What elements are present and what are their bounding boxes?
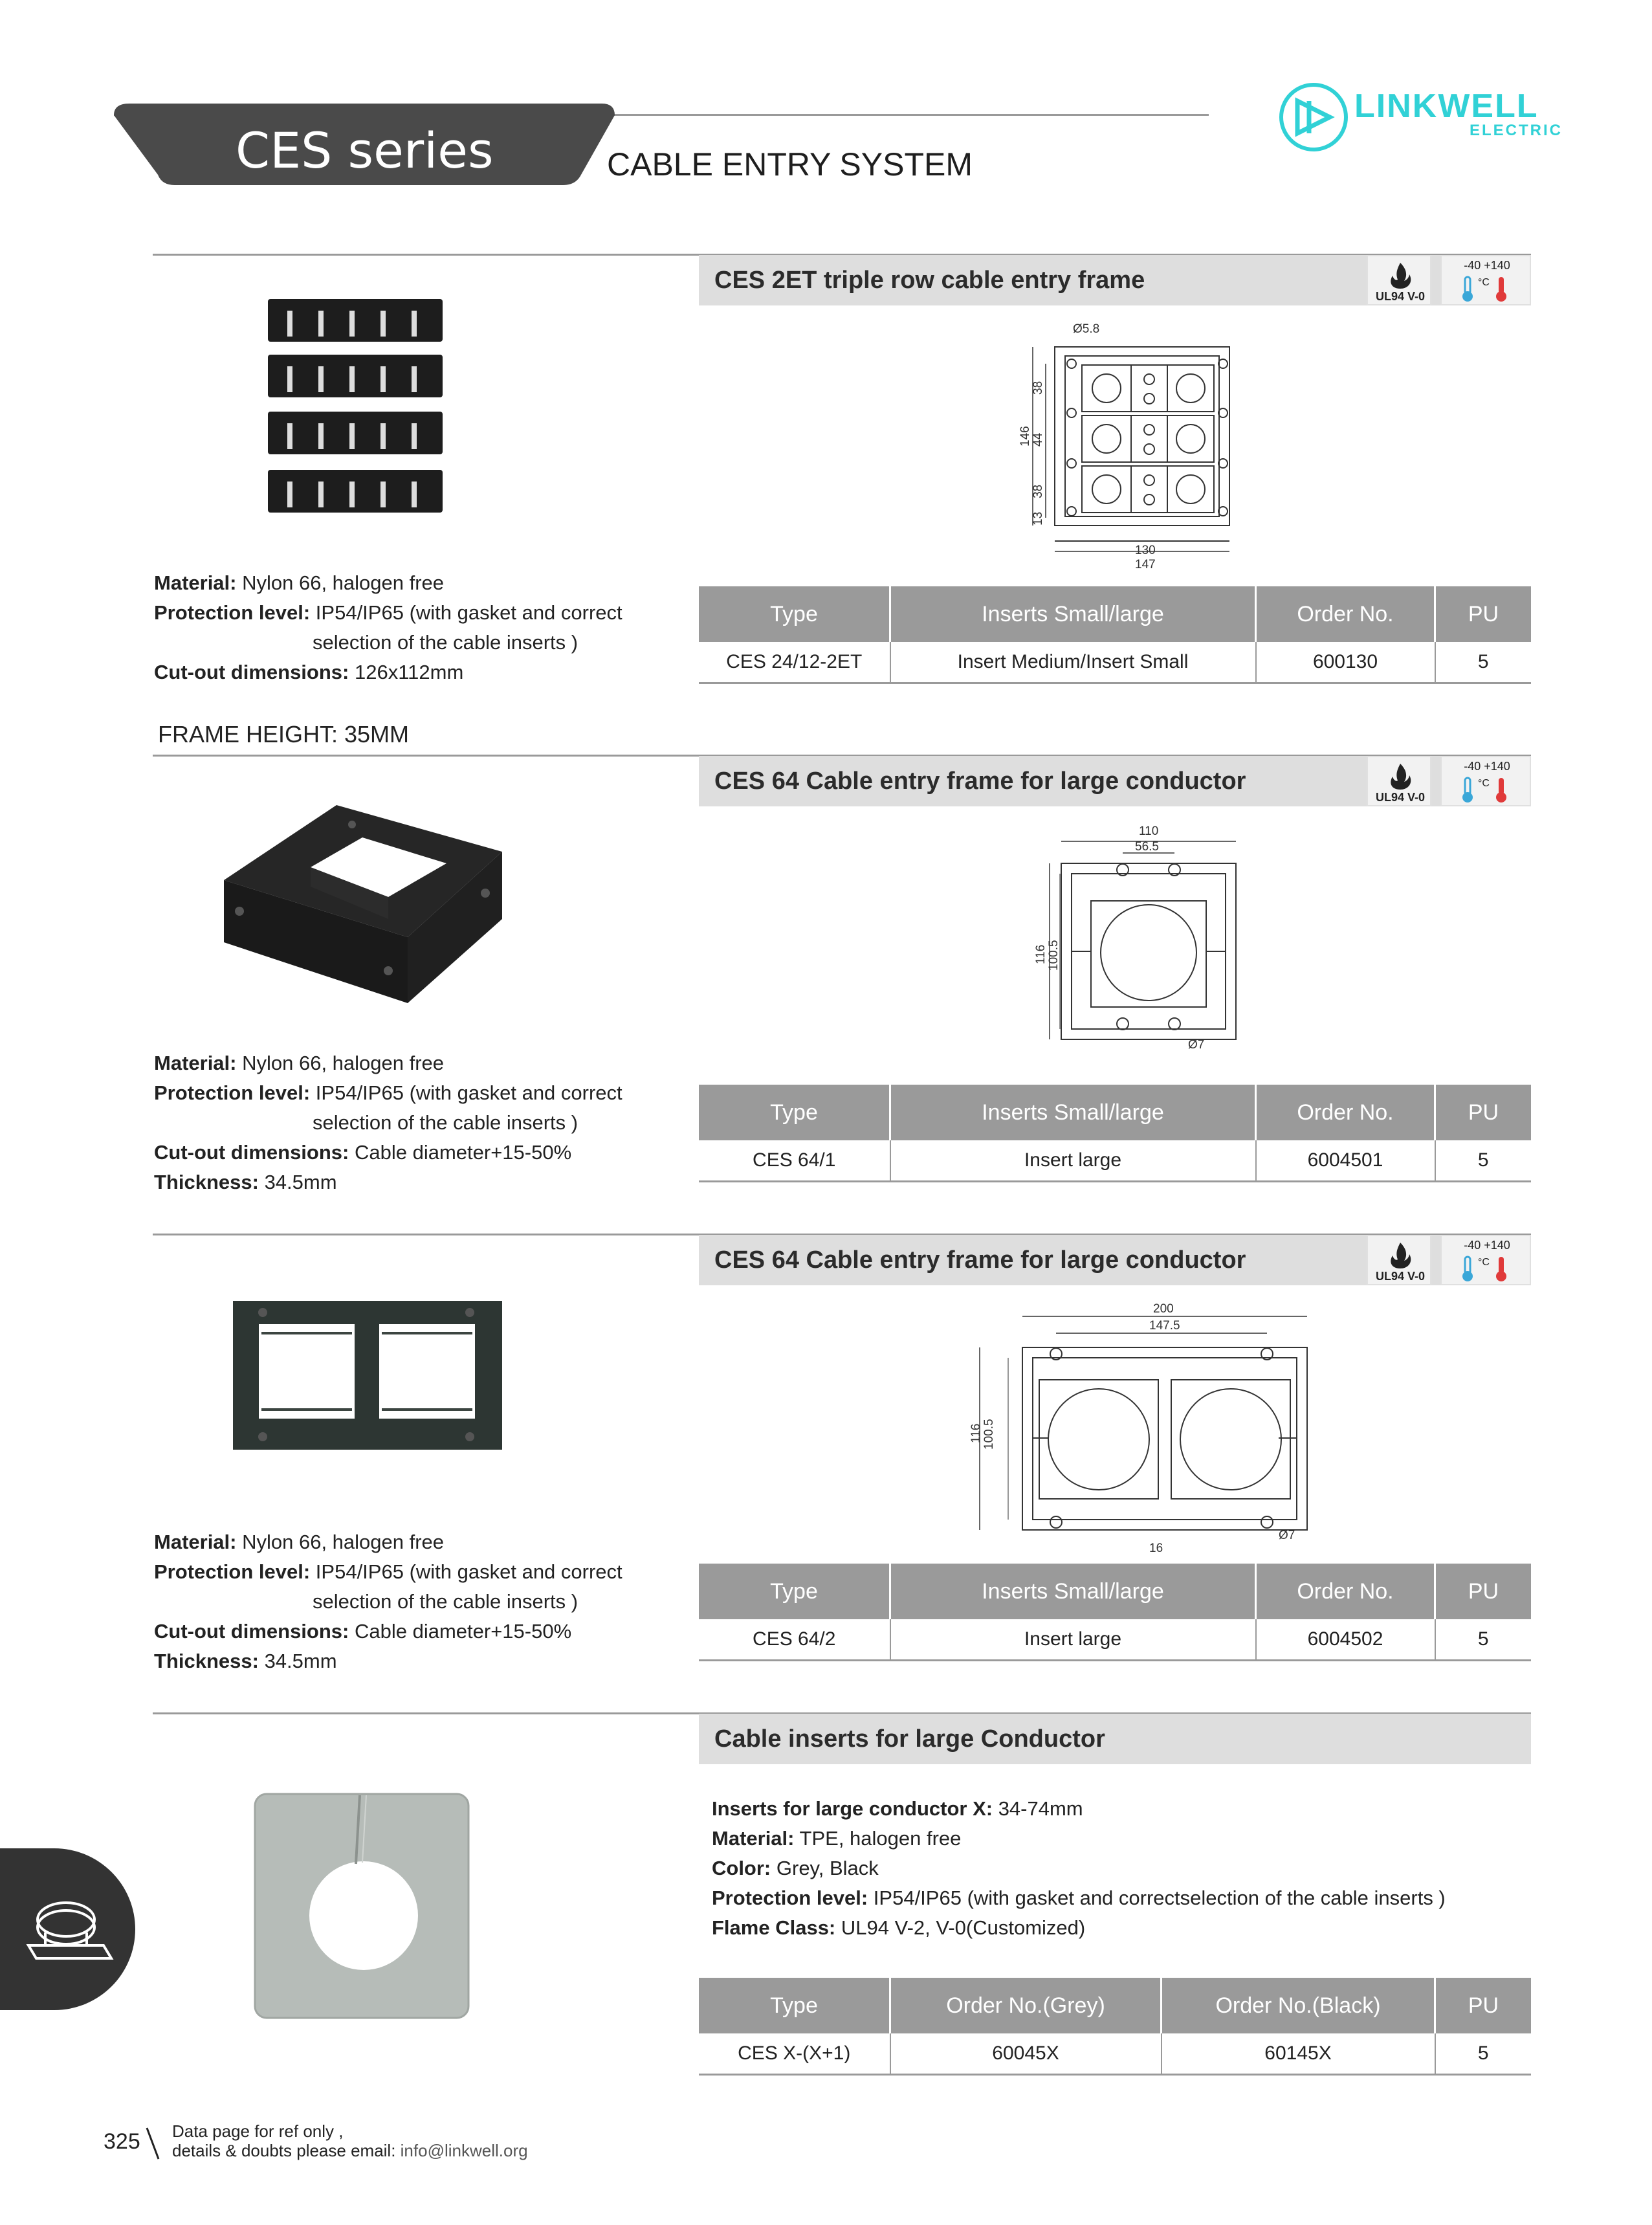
- dim-bottom: 16: [1149, 1542, 1163, 1555]
- col-inserts: Inserts Small/large: [890, 586, 1256, 642]
- col-type: Type: [699, 1085, 890, 1140]
- temp-unit: °C: [1478, 277, 1490, 288]
- footer-note: Data page for ref only , details & doubts please email: info@linkwell.org: [172, 2121, 528, 2160]
- table-row: CES X-(X+1) 60045X 60145X 5: [699, 2033, 1531, 2075]
- flame-icon: [1391, 1243, 1411, 1268]
- temp-range: -40 +140: [1464, 259, 1510, 272]
- technical-drawing-ces-2et: [1009, 317, 1262, 576]
- table-row: CES 24/12-2ET Insert Medium/Insert Small 600130 5: [699, 642, 1531, 683]
- dim-h1: 38: [1031, 381, 1045, 395]
- col-type: Type: [699, 586, 890, 642]
- technical-drawing-ces-64-1: [1035, 818, 1249, 1051]
- specs-ces-64-1: Material: Nylon 66, halogen free Protection level: IP54/IP65 (with gasket and correct selection of the cable inserts ) Cut-out dimensions: Cable diameter+15-50% Thickness: 34.5mm: [154, 1052, 622, 1193]
- brand-logo: [1278, 82, 1563, 153]
- table-row: CES 64/2 Insert large 6004502 5: [699, 1619, 1531, 1661]
- specs-ces-64-2: Material: Nylon 66, halogen free Protection level: IP54/IP65 (with gasket and correct selection of the cable inserts ) Cut-out dimensions: Cable diameter+15-50% Thickness: 34.5mm: [154, 1531, 622, 1672]
- dim-w2: 147.5: [1149, 1319, 1180, 1333]
- section-title: CES 2ET triple row cable entry frame: [699, 255, 1531, 305]
- col-pu: PU: [1435, 1978, 1532, 2033]
- dim-w1: 130: [1135, 544, 1156, 557]
- col-inserts: Inserts Small/large: [890, 1564, 1256, 1619]
- temperature-badge: [1440, 756, 1531, 806]
- temp-unit: °C: [1478, 778, 1490, 789]
- dim-w1: 110: [1139, 825, 1159, 838]
- order-table-ces-64-1: [699, 1085, 1531, 1182]
- email-link[interactable]: info@linkwell.org: [400, 2141, 528, 2160]
- dim-h1: 116: [971, 1423, 983, 1443]
- dim-bottom: 13: [1031, 511, 1045, 526]
- flame-label: UL94 V-0: [1375, 290, 1426, 303]
- specs-cable-insert: Inserts for large conductor X: 34-74mm Material: TPE, halogen free Color: Grey, Black Protection level: IP54/IP65 (with gasket and correctselection of the cable inserts ) Flame Class: UL94 V-2, V-0(Customized): [712, 1797, 1446, 1939]
- col-pu: PU: [1435, 1564, 1532, 1619]
- col-order-no-grey: Order No.(Grey): [890, 1978, 1162, 2033]
- linkwell-logo-icon: [1278, 82, 1349, 153]
- col-inserts: Inserts Small/large: [890, 1085, 1256, 1140]
- flame-label: UL94 V-0: [1375, 1270, 1426, 1283]
- page-number: 325: [104, 2129, 140, 2154]
- dim-h1: 116: [1035, 944, 1048, 964]
- logo-text: LINKWELL: [1354, 87, 1539, 125]
- dim-hole: Ø7: [1279, 1529, 1295, 1542]
- series-title: CES series: [236, 122, 494, 179]
- col-order-no: Order No.: [1256, 1085, 1435, 1140]
- dim-h2: 44: [1031, 432, 1045, 447]
- section-title: Cable inserts for large Conductor: [699, 1714, 1531, 1764]
- flame-label: UL94 V-0: [1375, 791, 1426, 804]
- order-table-cable-insert: [699, 1978, 1531, 2076]
- col-pu: PU: [1435, 586, 1532, 642]
- col-pu: PU: [1435, 1085, 1532, 1140]
- order-table-ces-64-2: [699, 1564, 1531, 1661]
- dim-w2: 147: [1135, 558, 1156, 571]
- dim-hole: Ø7: [1188, 1038, 1205, 1051]
- footer-separator: [145, 2127, 160, 2160]
- dim-h3: 38: [1031, 484, 1045, 498]
- flame-badge: [1367, 1235, 1431, 1285]
- logo-subtext: ELECTRIC: [1470, 122, 1563, 139]
- category-side-tab: [0, 1848, 136, 2010]
- flame-icon: [1391, 764, 1411, 790]
- dim-w2: 56.5: [1135, 840, 1159, 854]
- technical-drawing-ces-64-2: [971, 1297, 1320, 1556]
- temp-range: -40 +140: [1464, 1239, 1510, 1252]
- dim-w1: 200: [1153, 1302, 1174, 1316]
- dim-h2: 100.5: [982, 1419, 996, 1450]
- table-row: CES 64/1 Insert large 6004501 5: [699, 1140, 1531, 1182]
- temperature-badge: [1440, 255, 1531, 305]
- col-order-no-black: Order No.(Black): [1162, 1978, 1435, 2033]
- specs-ces-2et: Material: Nylon 66, halogen free Protection level: IP54/IP65 (with gasket and correct selection of the cable inserts ) Cut-out dimensions: 126x112mm: [154, 571, 622, 683]
- flame-badge: [1367, 756, 1431, 806]
- product-image-ces-2et: [259, 291, 453, 524]
- flame-icon: [1391, 263, 1411, 289]
- product-image-ces-64-1: [214, 796, 511, 1016]
- col-order-no: Order No.: [1256, 1564, 1435, 1619]
- order-table-ces-2et: [699, 586, 1531, 684]
- col-type: Type: [699, 1978, 890, 2033]
- col-type: Type: [699, 1564, 890, 1619]
- dim-h2: 100.5: [1047, 940, 1061, 971]
- col-order-no: Order No.: [1256, 586, 1435, 642]
- temp-unit: °C: [1478, 1257, 1490, 1268]
- dim-total-height: 146: [1019, 426, 1032, 447]
- flame-badge: [1367, 255, 1431, 305]
- product-image-ces-64-2: [224, 1293, 509, 1461]
- product-image-cable-insert: [246, 1786, 479, 2026]
- section-title: CES 64 Cable entry frame for large conductor: [699, 756, 1531, 806]
- temperature-badge: [1440, 1235, 1531, 1285]
- dim-hole: Ø5.8: [1073, 322, 1100, 336]
- page-subtitle: CABLE ENTRY SYSTEM: [607, 146, 973, 183]
- section-title: CES 64 Cable entry frame for large conductor: [699, 1235, 1531, 1285]
- temp-range: -40 +140: [1464, 760, 1510, 773]
- frame-height-note: FRAME HEIGHT: 35MM: [158, 721, 410, 747]
